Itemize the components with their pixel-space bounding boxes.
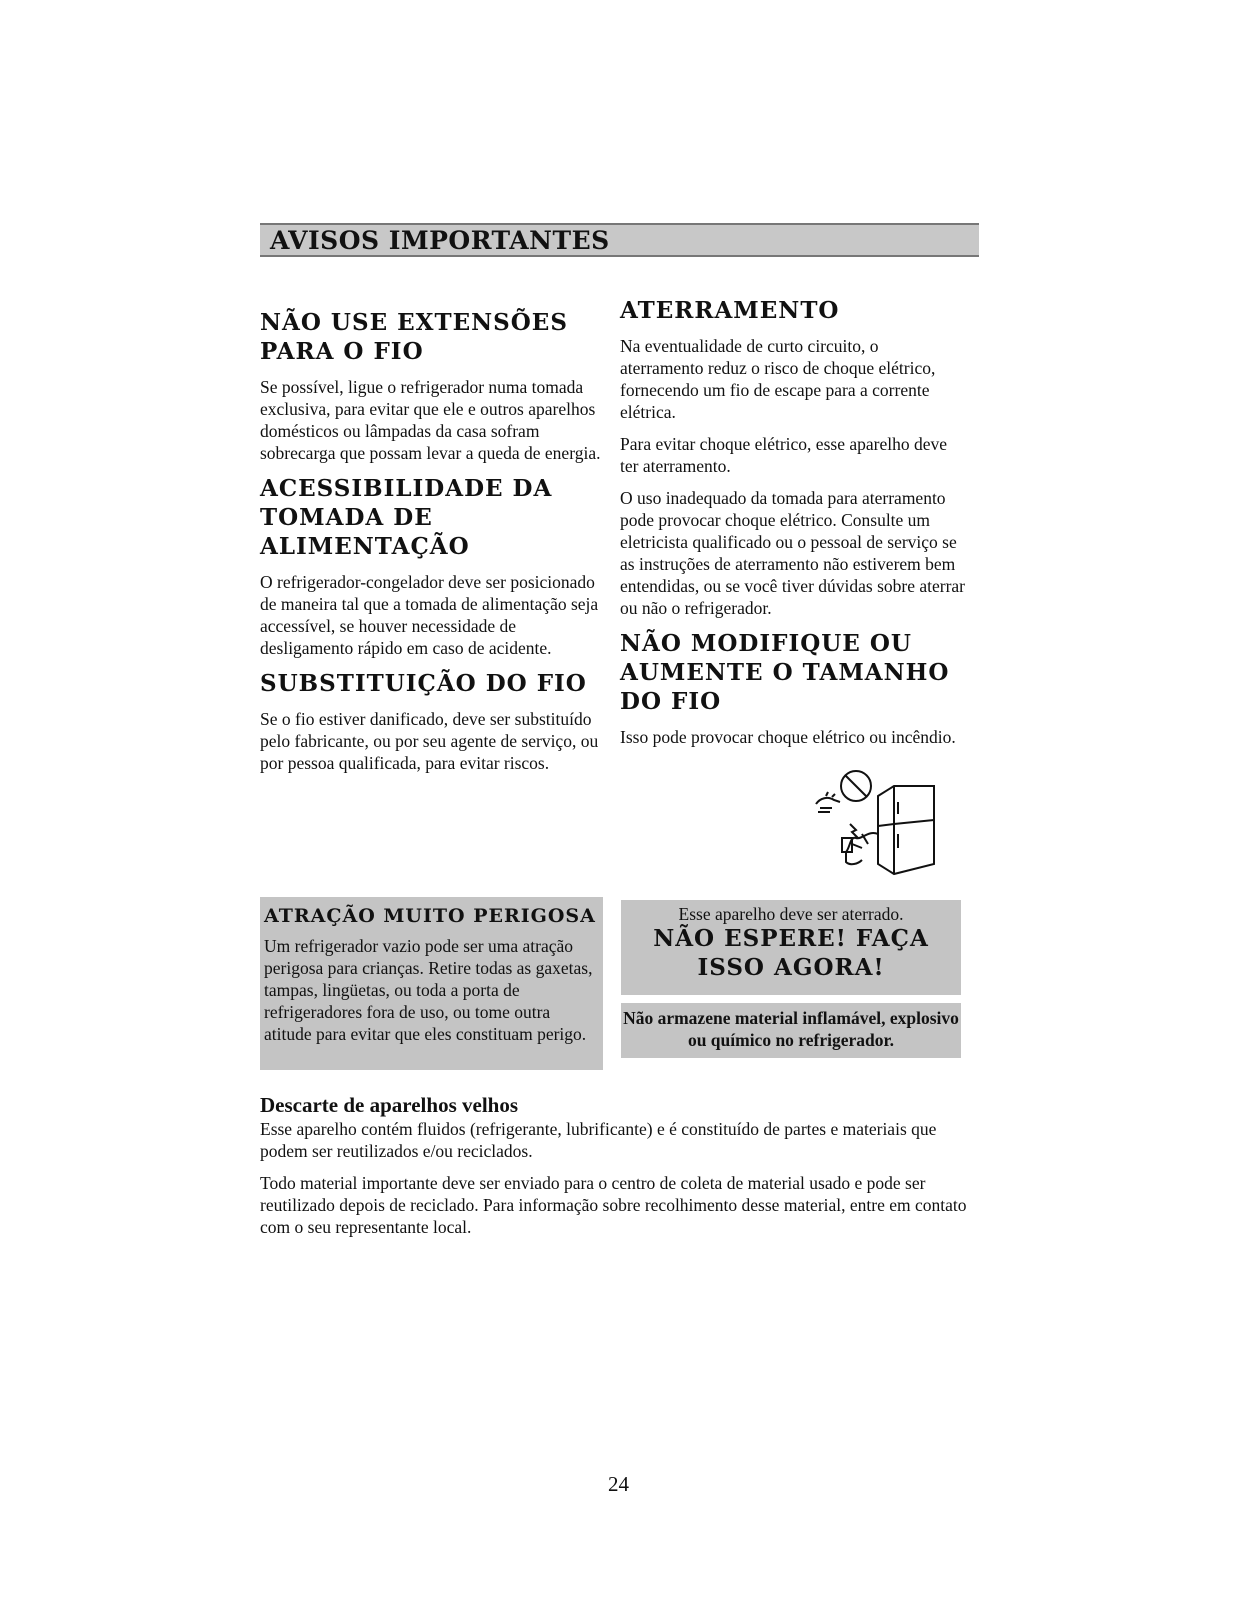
page-title: AVISOS IMPORTANTES [270, 226, 610, 255]
disposal-section [260, 1092, 980, 1248]
no-modify-cord-icon [806, 764, 938, 876]
right-column [620, 296, 965, 758]
section-heading-outlet-access: ACESSIBILIDADE DA TOMADA DE ALIMENTAÇÃO [260, 475, 553, 560]
attraction-warning-box [260, 897, 603, 1070]
grounding-notice-box [621, 900, 961, 995]
section-heading-do-not-modify-cord: NÃO MODIFIQUE OU AUMENTE O TAMANHO DO FIO [620, 630, 950, 715]
page-header-bar [260, 223, 979, 257]
disposal-text-2: Todo material importante deve ser enviado para o centro de coleta de material usado e pode ser reutilizado depois de reciclado. Para informação sobre recolhimento desse material, entre em contato com o seu representante local. [260, 1173, 967, 1237]
disposal-text-1: Esse aparelho contém fluidos (refrigerante, lubrificante) e é constituído de partes e materiais que podem ser reutilizados e/ou reciclados. [260, 1119, 937, 1161]
grounding-notice-emphasis: NÃO ESPERE! FAÇA ISSO AGORA! [653, 925, 929, 981]
section-heading-cord-replacement: SUBSTITUIÇÃO DO FIO [260, 670, 587, 697]
disposal-heading: Descarte de aparelhos velhos [260, 1093, 518, 1117]
page-number: 24 [608, 1472, 629, 1496]
attraction-warning-heading: ATRAÇÃO MUITO PERIGOSA [264, 905, 596, 927]
grounding-notice-line: Esse aparelho deve ser aterrado. [678, 904, 904, 924]
flammable-warning-text: Não armazene material inflamável, explosivo ou químico no refrigerador. [623, 1008, 959, 1050]
section-text-do-not-modify-cord: Isso pode provocar choque elétrico ou incêndio. [620, 727, 956, 747]
section-text-cord-replacement: Se o fio estiver danificado, deve ser substituído pelo fabricante, ou por seu agente de serviço, ou por pessoa qualificada, para evitar riscos. [260, 709, 599, 773]
section-text-grounding-3: O uso inadequado da tomada para aterramento pode provocar choque elétrico. Consulte um eletricista qualificado ou o pessoal de serviço se as instruções de aterramento não estiverem bem entendidas, ou se você tiver dúvidas sobre aterrar ou não o refrigerador. [620, 488, 966, 618]
flammable-warning-box [621, 1003, 961, 1058]
section-text-grounding-2: Para evitar choque elétrico, esse aparelho deve ter aterramento. [620, 434, 947, 476]
attraction-warning-text: Um refrigerador vazio pode ser uma atração perigosa para crianças. Retire todas as gaxetas, tampas, lingüetas, ou toda a porta de refrigeradores fora de uso, ou tome outra atitude para evitar que eles constituam perigo. [264, 936, 593, 1044]
section-heading-grounding: ATERRAMENTO [620, 297, 840, 324]
section-text-outlet-access: O refrigerador-congelador deve ser posicionado de maneira tal que a tomada de alimentação seja accessível, se houver necessidade de desligamento rápido em caso de acidente. [260, 572, 599, 658]
section-text-grounding-1: Na eventualidade de curto circuito, o aterramento reduz o risco de choque elétrico, fornecendo um fio de escape para a corrente elétrica. [620, 336, 936, 422]
left-column [260, 290, 605, 784]
section-text-no-extensions: Se possível, ligue o refrigerador numa tomada exclusiva, para evitar que ele e outros aparelhos domésticos ou lâmpadas da casa sofram sobrecarga que possam levar a queda de energia. [260, 377, 601, 463]
section-heading-no-extensions: NÃO USE EXTENSÕES PARA O FIO [260, 309, 568, 365]
